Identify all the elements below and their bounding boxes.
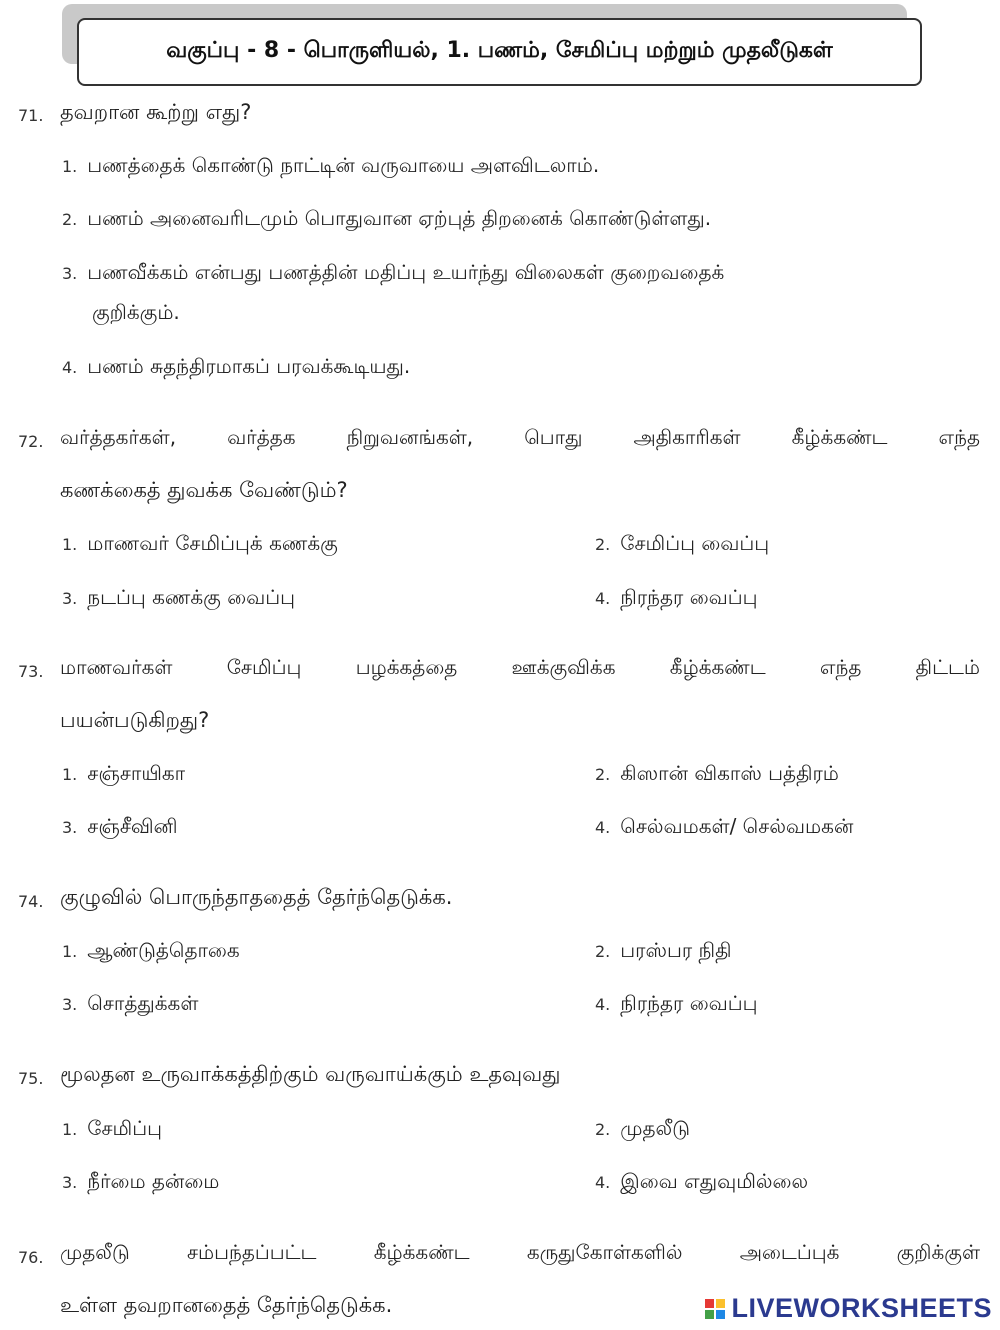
option-number: 3.: [62, 1173, 78, 1192]
option: [62, 260, 724, 287]
option-text: பணத்தைக் கொண்டு நாட்டின் வருவாயை அளவிடலாம்.: [87, 153, 600, 177]
option-number: 1.: [62, 942, 78, 961]
option: [595, 814, 853, 841]
option-text: முதலீடு: [620, 1116, 690, 1140]
option: [62, 938, 240, 965]
option-text: பரஸ்பர நிதி: [620, 938, 732, 962]
option-text: கிஸான் விகாஸ் பத்திரம்: [620, 761, 839, 785]
question-text: தவறான கூற்று எது?: [60, 100, 252, 124]
header: [62, 4, 922, 84]
option: [62, 531, 338, 558]
question-text: குழுவில் பொருந்தாததைத் தேர்ந்தெடுக்க.: [60, 885, 453, 909]
option-text: சொத்துக்கள்: [87, 991, 199, 1015]
question-text: வர்த்தகர்கள், வர்த்தக நிறுவனங்கள், பொது அதிகாரிகள் கீழ்க்கண்ட எந்த: [60, 425, 980, 449]
option-number: 1.: [62, 535, 78, 554]
option-continuation: குறிக்கும்.: [92, 300, 180, 324]
option-number: 4.: [595, 589, 611, 608]
option-number: 4.: [595, 1173, 611, 1192]
question-text-cont: உள்ள தவறானதைத் தேர்ந்தெடுக்க.: [60, 1293, 393, 1317]
question-number: 72.: [18, 432, 44, 451]
question-text: முதலீடு சம்பந்தப்பட்ட கீழ்க்கண்ட கருதுகோள்களில் அடைப்புக் குறிக்குள்: [60, 1240, 980, 1264]
option-number: 4.: [595, 818, 611, 837]
option: [62, 1116, 162, 1143]
option: [595, 991, 758, 1018]
option: [595, 761, 839, 788]
option-number: 3.: [62, 264, 78, 283]
question-number: 74.: [18, 892, 44, 911]
option-number: 4.: [62, 358, 78, 377]
option-text: நீர்மை தன்மை: [87, 1169, 220, 1193]
question-number: 73.: [18, 662, 44, 681]
question-number: 71.: [18, 106, 44, 125]
option-text: நடப்பு கணக்கு வைப்பு: [87, 585, 296, 609]
question-text: மூலதன உருவாக்கத்திற்கும் வருவாய்க்கும் உதவுவது: [60, 1062, 561, 1086]
option-text: ஆண்டுத்தொகை: [87, 938, 240, 962]
option-text: சஞ்சீவினி: [87, 814, 178, 838]
option-text: மாணவர் சேமிப்புக் கணக்கு: [87, 531, 338, 555]
question-number: 75.: [18, 1069, 44, 1088]
option-number: 2.: [595, 942, 611, 961]
option-number: 3.: [62, 589, 78, 608]
option: [595, 1116, 690, 1143]
option-text: பணம் சுதந்திரமாகப் பரவக்கூடியது.: [87, 354, 411, 378]
option: [62, 991, 198, 1018]
question-number: 76.: [18, 1248, 44, 1267]
option-number: 1.: [62, 157, 78, 176]
option: [62, 585, 295, 612]
option: [62, 761, 185, 788]
option: [62, 153, 599, 180]
option: [62, 206, 711, 233]
option: [595, 1169, 808, 1196]
option-text: பணவீக்கம் என்பது பணத்தின் மதிப்பு உயர்ந்து விலைகள் குறைவதைக்: [87, 260, 725, 284]
option-number: 2.: [595, 535, 611, 554]
question-text-cont: கணக்கைத் துவக்க வேண்டும்?: [60, 478, 348, 502]
option: [595, 938, 732, 965]
option-number: 3.: [62, 818, 78, 837]
logo-grid-icon: [705, 1299, 725, 1319]
option-text: நிரந்தர வைப்பு: [620, 585, 758, 609]
option-text: சேமிப்பு: [87, 1116, 162, 1140]
option-text: நிரந்தர வைப்பு: [620, 991, 758, 1015]
option-text: சஞ்சாயிகா: [87, 761, 186, 785]
logo-text: LIVEWORKSHEETS: [731, 1293, 992, 1323]
option: [62, 354, 410, 381]
option-text: பணம் அனைவரிடமும் பொதுவான ஏற்புத் திறனைக் கொண்டுள்ளது.: [87, 206, 712, 230]
question-text-cont: பயன்படுகிறது?: [60, 708, 210, 732]
option-number: 2.: [595, 765, 611, 784]
option-number: 2.: [62, 210, 78, 229]
option-number: 2.: [595, 1120, 611, 1139]
liveworksheets-logo[interactable]: [705, 1293, 992, 1324]
option: [595, 531, 769, 558]
option: [62, 1169, 219, 1196]
option-text: செல்வமகள்/ செல்வமகன்: [620, 814, 854, 838]
option: [62, 814, 178, 841]
page-title: வகுப்பு - 8 - பொருளியல், 1. பணம், சேமிப்பு மற்றும் முதலீடுகள்: [77, 18, 922, 86]
question-text: மாணவர்கள் சேமிப்பு பழக்கத்தை ஊக்குவிக்க கீழ்க்கண்ட எந்த திட்டம்: [60, 655, 980, 679]
option-text: சேமிப்பு வைப்பு: [620, 531, 770, 555]
option-number: 1.: [62, 1120, 78, 1139]
option: [595, 585, 758, 612]
option-number: 4.: [595, 995, 611, 1014]
option-text: இவை எதுவுமில்லை: [620, 1169, 809, 1193]
option-number: 3.: [62, 995, 78, 1014]
option-number: 1.: [62, 765, 78, 784]
